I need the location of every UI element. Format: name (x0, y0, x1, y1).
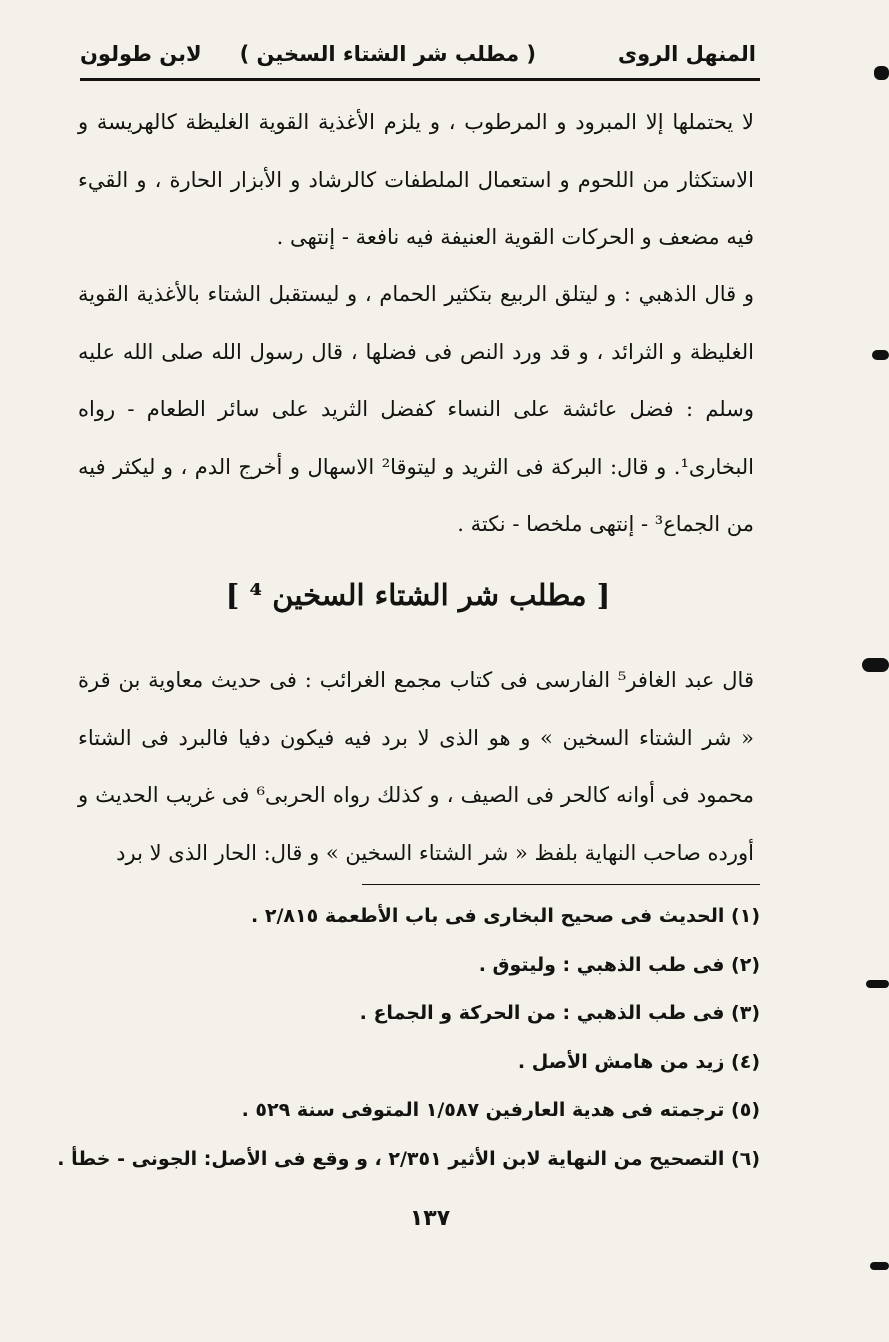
paragraph-3: قال عبد الغافر⁵ الفارسى فى كتاب مجمع الغرائب : فى حديث معاوية بن قرة « شر الشتاء السخين » و هو الذى لا برد فيه فيكون دفيا فالبرد فى الشتاء محمود فى أوانه كالحر فى الصيف ، و كذلك رواه الحربى⁶ فى غريب الحديث و أورده صاحب النهاية بلفظ « شر الشتاء السخين » و قال: الحار الذى لا برد (78, 668, 754, 865)
header-rule (80, 78, 760, 81)
scan-mark (874, 66, 889, 80)
page-number: ١٣٧ (409, 1206, 451, 1231)
footnote-1: (١) الحديث فى صحيح البخارى فى باب الأطعمة ٢/٨١٥ . (251, 905, 760, 927)
footnote-2: (٢) فى طب الذهبي : وليتوق . (478, 953, 760, 976)
footnote-5: (٥) ترجمته فى هدية العارفين ١/٥٨٧ المتوفى سنة ٥٢٩ . (241, 1099, 760, 1122)
footnote-rule (362, 884, 760, 885)
scan-mark (870, 1262, 889, 1270)
footnotes (57, 892, 760, 1184)
section-heading: ( مطلب شر الشتاء السخين ) (239, 42, 536, 66)
book-title: المنهل الروى (617, 42, 756, 66)
author-name: لابن طولون (80, 42, 202, 66)
footnote-6: (٦) التصحيح من النهاية لابن الأثير ٢/٣٥١ ، و وقع فى الأصل: الجونى - خطأ . (57, 1147, 760, 1170)
footnote-3: (٣) فى طب الذهبي : من الحركة و الجماع . (359, 1002, 760, 1025)
footnote-4: (٤) زيد من هامش الأصل . (517, 1050, 760, 1073)
section-title: [ مطلب شر الشتاء السخين ⁴ ] (225, 578, 611, 612)
running-header (80, 38, 756, 78)
paragraph-2: و قال الذهبي : و ليتلق الربيع بتكثير الحمام ، و ليستقبل الشتاء بالأغذية القوية الغليظة و الثرائد ، و قد ورد النص فى فضلها ، قال رسول الله صلى الله عليه وسلم : فضل عائشة على النساء كفضل الثريد على سائر الطعام - رواه البخارى¹. و قال: البركة فى الثريد و ليتوقا² الاسهال و أخرج الدم ، و ليكثر فيه من الجماع³ - إنتهى ملخصا - نكتة . (78, 282, 755, 536)
scan-mark (866, 980, 889, 988)
paragraph-1: لا يحتملها إلا المبرود و المرطوب ، و يلزم الأغذية القوية الغليظة كالهريسة و الاستكثار من اللحوم و استعمال الملطفات كالرشاد و الأبزار الحارة ، و القيء فيه مضعف و الحركات القوية العنيفة فيه نافعة - إنتهى . (78, 110, 754, 249)
scan-mark (862, 658, 889, 672)
scan-mark (872, 350, 889, 360)
